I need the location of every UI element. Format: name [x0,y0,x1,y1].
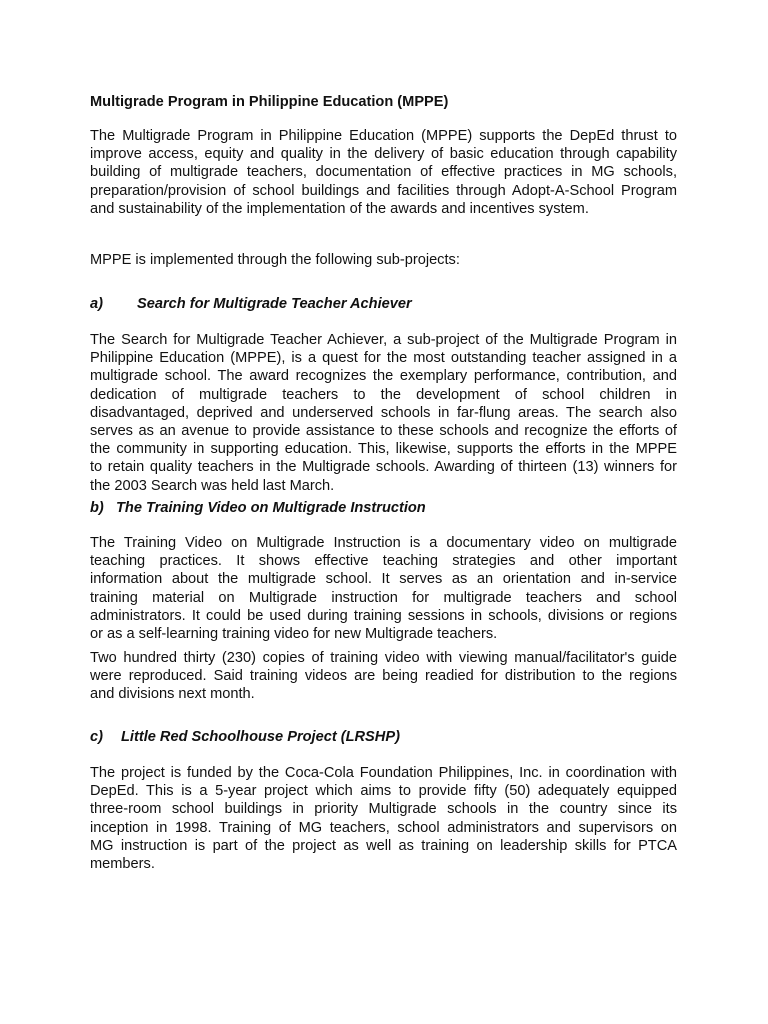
text-line: were reproduced. Said training videos are being readied for distribution to the regions [90,668,677,685]
text-line: inception in 1998. Training of MG teachers, school administrators and supervisors on [90,819,677,836]
section-heading-b [90,499,677,517]
section-title: Search for Multigrade Teacher Achiever [137,296,412,312]
text-line: building of multigrade teachers, documentation of effective practices in MG schools, [90,164,677,181]
intro-paragraph [90,127,677,218]
text-line: The Multigrade Program in Philippine Education (MPPE) supports the DepEd thrust to [90,128,677,144]
text-line: dedication of multigrade teachers to the development of school children in [90,386,677,403]
text-line: teaching practices. It shows effective teaching strategies and other important [90,553,677,570]
text-line: The Training Video on Multigrade Instruction is a documentary video on multigrade [90,535,677,551]
text-line: preparation/provision of school buildings and facilities through Adopt-A-School Program [90,182,677,199]
text-line: or as a self-learning training video for new Multigrade teachers. [90,626,498,643]
section-title: The Training Video on Multigrade Instruction [116,500,426,516]
text-line: serves as an avenue to provide assistance to these schools and recognize the efforts of [90,423,677,440]
section-label: a) [90,296,103,312]
text-line: administrators. It could be used during training sessions in schools, divisions or regions [90,607,677,624]
text-line: training material on Multigrade instruction for multigrade teachers and school [90,589,677,606]
text-line: three-room school buildings in priority Multigrade schools in the country since its [90,801,677,818]
text-line: the 2003 Search was held last March. [90,477,335,494]
section-b-paragraph-2 [90,649,677,704]
text-line: MG instruction is part of the project as well as training on leadership skills for PTCA [90,837,677,854]
text-line: information about the multigrade school. It serves as an orientation and in-service [90,571,677,588]
section-title: Little Red Schoolhouse Project (LRSHP) [121,729,400,745]
text-line: to retain quality teachers in the Multigrade schools. Awarding of thirteen (13) winners for [90,459,677,476]
section-label: b) [90,500,104,516]
text-line: Two hundred thirty (230) copies of training video with viewing manual/facilitator's guide [90,650,677,666]
text-line: The Search for Multigrade Teacher Achiever, a sub-project of the Multigrade Program in [90,332,677,348]
text-line: and sustainability of the implementation of the awards and incentives system. [90,200,589,217]
text-line: and divisions next month. [90,686,255,703]
text-line: DepEd. This is a 5-year project which aims to provide fifty (50) adequately equipped [90,783,677,800]
text-line: Philippine Education (MPPE), is a quest for the most outstanding teacher assigned in a [90,350,677,367]
document-title: Multigrade Program in Philippine Education (MPPE) [90,94,449,110]
text-line: multigrade school. The award recognizes the exemplary performance, contribution, and [90,368,677,385]
text-line: improve access, equity and quality in the delivery of basic education through capability [90,146,677,163]
section-heading-a [90,295,677,313]
text-line: members. [90,856,155,873]
section-c-paragraph [90,764,677,873]
section-heading-c [90,728,677,746]
text-line: disadvantaged, deprived and underserved schools in far-flung areas. The search also [90,404,677,421]
text-line: The project is funded by the Coca-Cola Foundation Philippines, Inc. in coordination with [90,765,677,781]
subprojects-intro: MPPE is implemented through the following sub-projects: [90,252,460,268]
text-line: the community in supporting education. This, likewise, supports the efforts in the MPPE [90,441,677,458]
section-label: c) [90,729,103,745]
section-b-paragraph-1 [90,534,677,643]
section-a-paragraph [90,331,677,495]
